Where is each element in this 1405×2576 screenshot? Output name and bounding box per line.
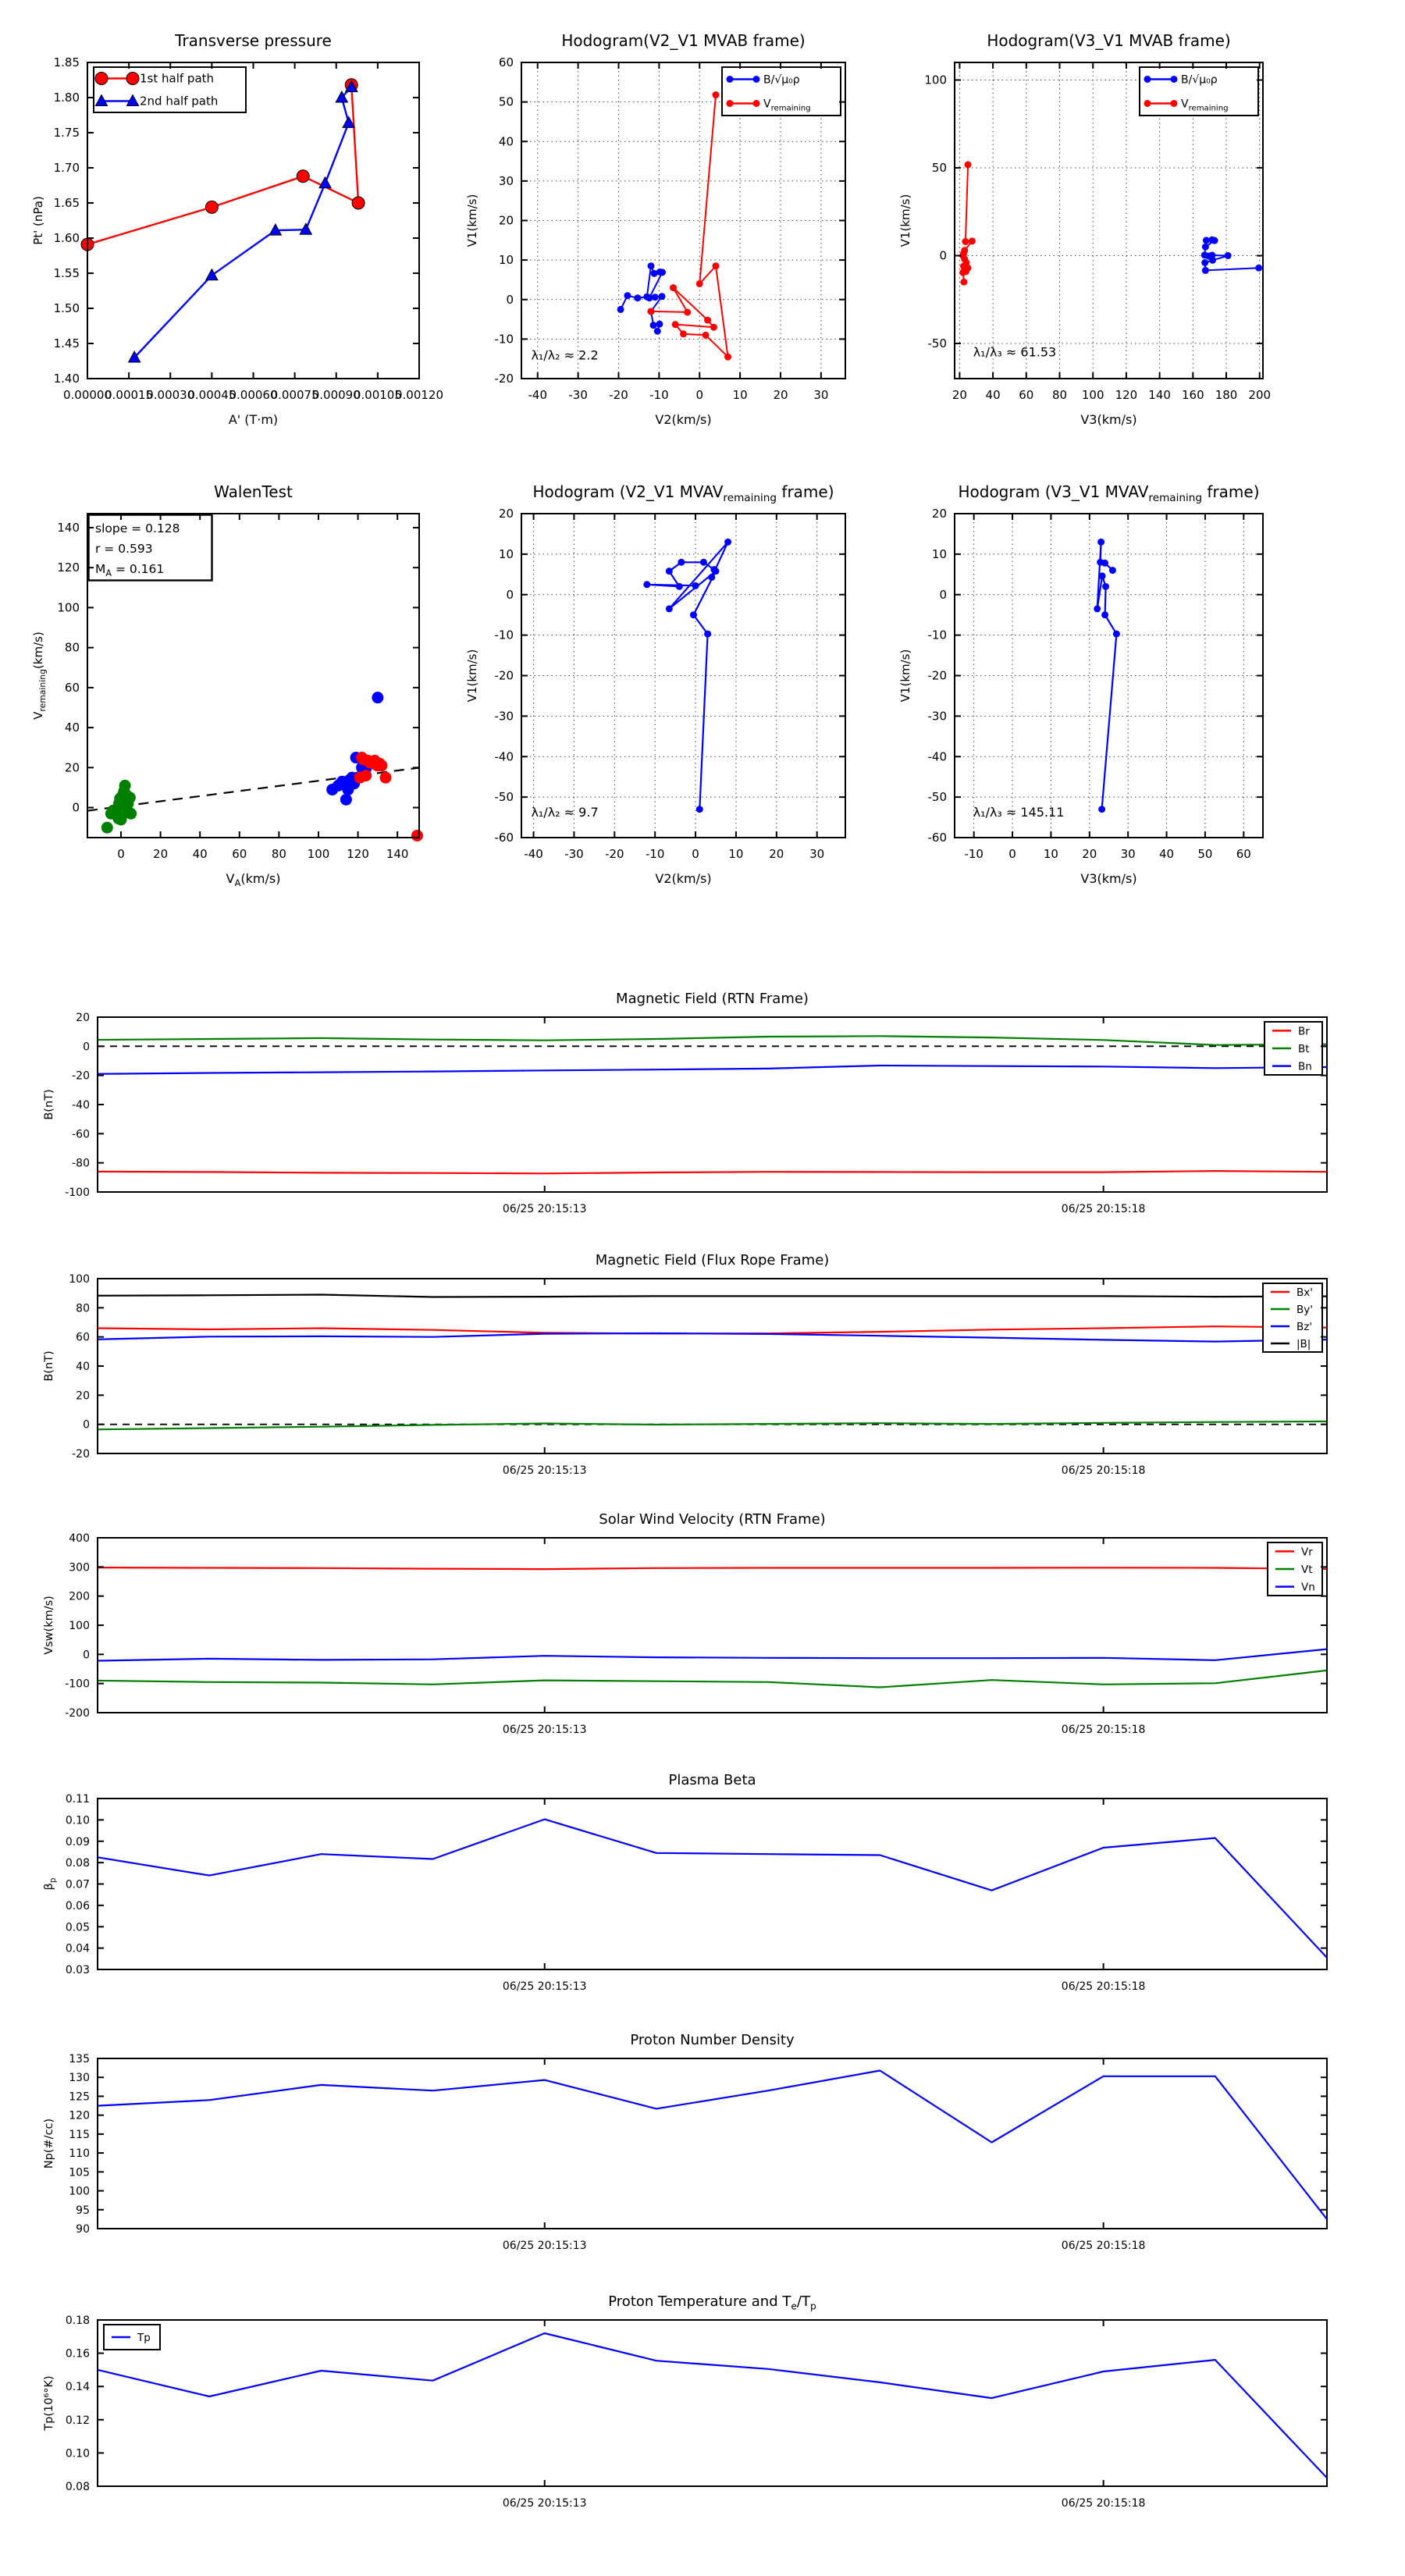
svg-text:0.03: 0.03 [65,1964,90,1976]
chart-plot [23,980,1358,1247]
svg-text:-30: -30 [568,388,588,402]
svg-text:slope = 0.128: slope = 0.128 [95,521,180,535]
svg-text:20: 20 [769,847,784,861]
svg-text:0.00045: 0.00045 [187,388,237,402]
svg-text:50: 50 [498,94,514,109]
svg-text:06/25 20:15:18: 06/25 20:15:18 [1061,1203,1146,1215]
chart-transverse-pressure [13,25,450,433]
chart-proton-number-density [23,2021,1358,2283]
svg-text:0: 0 [1008,847,1016,861]
chart-title: Hodogram(V3_V1 MVAB frame) [987,31,1231,50]
svg-text:-20: -20 [494,668,514,683]
chart-title: Solar Wind Velocity (RTN Frame) [599,1511,826,1528]
svg-text:By': By' [1297,1304,1313,1316]
svg-text:A' (T·m): A' (T·m) [228,412,279,427]
svg-text:B(nT): B(nT) [43,1089,55,1120]
svg-text:50: 50 [931,161,947,175]
svg-text:-40: -40 [927,749,947,764]
chart-plot [880,476,1294,892]
svg-text:0.10: 0.10 [65,1814,90,1827]
svg-text:100: 100 [69,2185,90,2198]
svg-text:115: 115 [69,2128,90,2141]
svg-text:Bx': Bx' [1297,1286,1313,1299]
svg-text:1.65: 1.65 [53,196,80,210]
svg-text:0: 0 [506,587,514,602]
svg-text:-20: -20 [72,1448,90,1461]
svg-text:-20: -20 [494,372,514,386]
svg-text:60: 60 [1236,847,1251,861]
svg-text:V3(km/s): V3(km/s) [1080,871,1137,886]
svg-text:0.14: 0.14 [65,2381,90,2394]
svg-text:06/25 20:15:18: 06/25 20:15:18 [1061,1464,1146,1477]
svg-text:0: 0 [72,800,80,815]
svg-text:0.05: 0.05 [65,1921,90,1934]
svg-text:20: 20 [153,847,169,861]
chart-plasma-beta [23,1761,1358,2024]
svg-text:06/25 20:15:13: 06/25 20:15:13 [502,2497,587,2510]
svg-text:80: 80 [1051,388,1068,402]
svg-text:40: 40 [192,847,208,861]
svg-text:140: 140 [386,847,409,861]
chart-walen-test [13,476,450,892]
chart-title: Plasma Beta [668,1772,756,1788]
chart-magnetic-field-rtn [23,980,1358,1247]
svg-text:10: 10 [931,546,947,561]
svg-text:VA(km/s): $V_A(km/s)$ [226,871,281,888]
svg-text:300: 300 [69,1561,90,1574]
chart-plot [23,1761,1358,2024]
chart-hodogram-v2v1-mvab [447,25,877,433]
svg-text:V2(km/s): V2(km/s) [655,412,712,427]
chart-title: Magnetic Field (RTN Frame) [616,991,809,1007]
chart-title: Hodogram (V3_V1 $MVAV_{remaining}$ frame) [958,482,1260,504]
svg-text:40: 40 [498,134,514,149]
svg-text:βp: $\beta_p$ [43,1877,58,1891]
svg-text:0.09: 0.09 [65,1835,90,1848]
svg-text:10: 10 [498,546,514,561]
svg-text:0.06: 0.06 [65,1899,90,1912]
svg-text:06/25 20:15:18: 06/25 20:15:18 [1061,1724,1146,1736]
chart-title: WalenTest [214,482,293,501]
svg-text:Vn: Vn [1301,1581,1315,1594]
chart-title: Hodogram(V2_V1 MVAB frame) [561,31,806,50]
svg-text:|B|: |B| [1297,1338,1311,1350]
svg-text:-50: -50 [494,790,514,805]
chart-proton-temperature [23,2282,1358,2541]
svg-text:Vsw(km/s): Vsw(km/s) [43,1596,55,1655]
svg-text:-20: -20 [609,388,628,402]
svg-text:0.00105: 0.00105 [353,388,402,402]
svg-text:60: 60 [232,847,247,861]
svg-text:Vremaining(km/s): $V_{remaining}(km/s)$ [31,632,48,720]
svg-text:-60: -60 [927,831,947,845]
svg-text:-60: -60 [72,1128,90,1141]
svg-text:-10: -10 [645,847,665,861]
svg-text:100: 100 [307,847,330,861]
svg-text:0.00120: 0.00120 [394,388,444,402]
svg-text:20: 20 [1082,847,1097,861]
svg-text:06/25 20:15:18: 06/25 20:15:18 [1061,1980,1146,1993]
svg-text:0.00075: 0.00075 [270,388,319,402]
svg-text:V1(km/s): V1(km/s) [898,649,912,703]
svg-text:V1(km/s): V1(km/s) [898,194,912,247]
svg-text:0: 0 [939,248,947,263]
svg-text:0.12: 0.12 [65,2414,90,2427]
svg-text:-50: -50 [927,336,947,350]
svg-text:0.08: 0.08 [65,2481,90,2493]
svg-text:120: 120 [347,847,369,861]
svg-text:100: 100 [69,1273,90,1286]
svg-text:10: 10 [728,847,744,861]
svg-text:-30: -30 [494,709,514,724]
svg-text:0.04: 0.04 [65,1942,90,1955]
svg-text:1.60: 1.60 [53,231,80,245]
svg-text:120: 120 [57,560,80,575]
chart-plot [447,476,877,892]
svg-text:30: 30 [809,847,825,861]
chart-title: Magnetic Field (Flux Rope Frame) [595,1252,830,1268]
svg-text:Tp: Tp [137,2332,151,2344]
svg-text:80: 80 [76,1302,90,1315]
svg-text:0: 0 [117,847,125,861]
chart-title: Transverse pressure [175,31,332,50]
chart-plot [23,2021,1358,2283]
svg-text:2nd half path: 2nd half path [140,94,219,109]
svg-text:100: 100 [1081,388,1104,402]
svg-text:V3(km/s): V3(km/s) [1080,412,1137,427]
svg-text:0.00015: 0.00015 [105,388,154,402]
svg-text:20: 20 [498,507,514,521]
svg-text:-40: -40 [494,749,514,764]
svg-text:0.10: 0.10 [65,2447,90,2460]
svg-text:0: 0 [506,292,514,307]
svg-text:-20: -20 [927,668,947,683]
svg-text:1.80: 1.80 [53,91,80,105]
svg-text:-50: -50 [927,790,947,805]
svg-text:95: 95 [76,2204,90,2217]
svg-text:0: 0 [692,847,699,861]
chart-plot [13,25,450,433]
svg-text:0: 0 [83,1418,90,1432]
svg-text:-100: -100 [65,1678,90,1691]
svg-text:30: 30 [1120,847,1136,861]
svg-text:100: 100 [57,600,80,615]
svg-text:06/25 20:15:13: 06/25 20:15:13 [502,1980,587,1993]
svg-text:-10: -10 [649,388,669,402]
svg-text:0.08: 0.08 [65,1857,90,1870]
svg-text:20: 20 [773,388,788,402]
svg-text:105: 105 [69,2166,90,2179]
svg-text:Bn: Bn [1298,1060,1312,1073]
svg-text:60: 60 [498,55,514,69]
svg-text:0.07: 0.07 [65,1878,90,1891]
svg-text:0: 0 [83,1649,90,1662]
svg-text:80: 80 [64,640,80,655]
svg-text:90: 90 [76,2223,90,2236]
svg-text:Vt: Vt [1301,1564,1313,1576]
svg-text:1.40: 1.40 [53,372,80,386]
svg-text:-30: -30 [564,847,584,861]
svg-text:140: 140 [57,520,80,535]
svg-text:-10: -10 [964,847,984,861]
svg-text:-40: -40 [524,847,543,861]
chart-plot [447,25,877,433]
svg-text:140: 140 [1148,388,1171,402]
svg-text:λ₁/λ₂ ≈ 2.2: λ₁/λ₂ ≈ 2.2 [531,347,599,363]
svg-text:20: 20 [951,388,967,402]
svg-text:0.11: 0.11 [65,1793,90,1806]
svg-text:120: 120 [1115,388,1138,402]
svg-text:B/√μ₀ρ: B/√μ₀ρ [1181,73,1218,87]
svg-text:-30: -30 [927,709,947,724]
svg-text:1.45: 1.45 [53,336,80,350]
svg-text:λ₁/λ₂ ≈ 9.7: λ₁/λ₂ ≈ 9.7 [531,805,599,820]
svg-text:-40: -40 [528,388,547,402]
svg-text:MA = 0.161: $M_A = 0.161$ [95,562,165,578]
svg-text:-20: -20 [72,1069,90,1083]
chart-plot [23,1241,1358,1508]
svg-text:-100: -100 [65,1187,90,1199]
svg-text:06/25 20:15:18: 06/25 20:15:18 [1061,2497,1146,2510]
svg-text:80: 80 [271,847,286,861]
svg-text:06/25 20:15:13: 06/25 20:15:13 [502,2240,587,2252]
svg-text:Pt' (nPa): Pt' (nPa) [31,196,45,245]
svg-text:400: 400 [69,1532,90,1545]
svg-text:10: 10 [732,388,748,402]
svg-text:40: 40 [1159,847,1175,861]
svg-text:120: 120 [69,2109,90,2122]
svg-text:10: 10 [1043,847,1058,861]
svg-text:06/25 20:15:13: 06/25 20:15:13 [502,1464,587,1477]
svg-text:-40: -40 [72,1099,90,1112]
svg-text:200: 200 [69,1590,90,1603]
svg-text:40: 40 [76,1361,90,1373]
svg-text:0.16: 0.16 [65,2347,90,2361]
svg-text:Np(#/cc): Np(#/cc) [43,2118,55,2169]
svg-text:-10: -10 [927,628,947,642]
svg-text:B(nT): B(nT) [43,1350,55,1382]
svg-text:Vr: Vr [1301,1546,1313,1559]
svg-text:125: 125 [69,2090,90,2104]
svg-text:06/25 20:15:13: 06/25 20:15:13 [502,1724,587,1736]
svg-text:Bz': Bz' [1297,1321,1313,1333]
chart-magnetic-field-flux-rope [23,1241,1358,1508]
svg-text:110: 110 [69,2147,90,2161]
svg-text:0.18: 0.18 [65,2314,90,2327]
svg-text:V2(km/s): V2(km/s) [655,871,712,886]
svg-text:20: 20 [76,1389,90,1403]
svg-text:40: 40 [64,720,80,735]
svg-text:Tp(10⁶°K): Tp(10⁶°K) [43,2375,55,2431]
svg-text:160: 160 [1182,388,1204,402]
svg-text:-10: -10 [494,628,514,642]
chart-solar-wind-velocity [23,1500,1358,1767]
svg-text:100: 100 [69,1620,90,1632]
svg-text:-10: -10 [494,332,514,347]
svg-text:0: 0 [83,1041,90,1054]
svg-text:135: 135 [69,2053,90,2065]
svg-text:10: 10 [498,253,514,268]
svg-text:0.00030: 0.00030 [146,388,195,402]
svg-text:λ₁/λ₃ ≈ 61.53: λ₁/λ₃ ≈ 61.53 [973,344,1057,360]
chart-plot [880,25,1294,433]
svg-text:60: 60 [1019,388,1034,402]
svg-text:40: 40 [985,388,1001,402]
svg-text:-20: -20 [605,847,624,861]
chart-title: Hodogram (V2_V1 $MVAV_{remaining}$ frame) [532,482,834,504]
svg-text:06/25 20:15:18: 06/25 20:15:18 [1061,2240,1146,2252]
svg-text:06/25 20:15:13: 06/25 20:15:13 [502,1203,587,1215]
svg-text:Vremaining: $V_{remaining}$ [1181,98,1229,113]
svg-text:0: 0 [939,587,947,602]
svg-text:20: 20 [76,1012,90,1024]
svg-text:-200: -200 [65,1707,90,1720]
svg-text:30: 30 [498,173,514,188]
svg-text:Br: Br [1298,1025,1310,1038]
svg-text:20: 20 [64,760,80,775]
svg-text:0: 0 [695,388,704,402]
chart-plot [13,476,450,892]
svg-text:-60: -60 [494,831,514,845]
svg-text:r = 0.593: r = 0.593 [95,542,153,556]
svg-text:200: 200 [1248,388,1272,402]
svg-text:-80: -80 [72,1157,90,1170]
svg-text:Bt: Bt [1298,1043,1310,1055]
chart-title: Proton Number Density [630,2032,795,2048]
svg-text:V1(km/s): V1(km/s) [465,649,479,703]
chart-hodogram-v2v1-mvav [447,476,877,892]
svg-text:180: 180 [1215,388,1238,402]
svg-text:1.50: 1.50 [53,301,80,315]
svg-text:30: 30 [813,388,829,402]
svg-text:1st half path: 1st half path [140,71,215,86]
chart-plot [23,1500,1358,1767]
chart-plot [23,2282,1358,2541]
svg-text:0.00060: 0.00060 [229,388,278,402]
chart-hodogram-v3v1-mvab [880,25,1294,433]
svg-text:20: 20 [498,213,514,228]
svg-text:1.55: 1.55 [53,266,80,280]
chart-title: Proton Temperature and $T_e/T_p$ [608,2293,816,2312]
chart-hodogram-v3v1-mvav [880,476,1294,892]
svg-text:Vremaining: $V_{remaining}$ [763,98,811,113]
svg-text:0.00090: 0.00090 [311,388,361,402]
svg-text:V1(km/s): V1(km/s) [465,194,479,247]
svg-text:1.70: 1.70 [53,161,80,175]
svg-text:50: 50 [1197,847,1213,861]
svg-text:1.75: 1.75 [53,126,80,140]
svg-text:60: 60 [64,680,80,695]
svg-text:λ₁/λ₃ ≈ 145.11: λ₁/λ₃ ≈ 145.11 [973,805,1065,820]
svg-text:B/√μ₀ρ: B/√μ₀ρ [763,73,800,87]
svg-text:60: 60 [76,1331,90,1344]
svg-text:20: 20 [931,507,947,521]
svg-text:130: 130 [69,2072,90,2085]
svg-text:100: 100 [924,73,947,87]
svg-text:1.85: 1.85 [53,55,80,69]
svg-text:0.00000: 0.00000 [62,388,112,402]
